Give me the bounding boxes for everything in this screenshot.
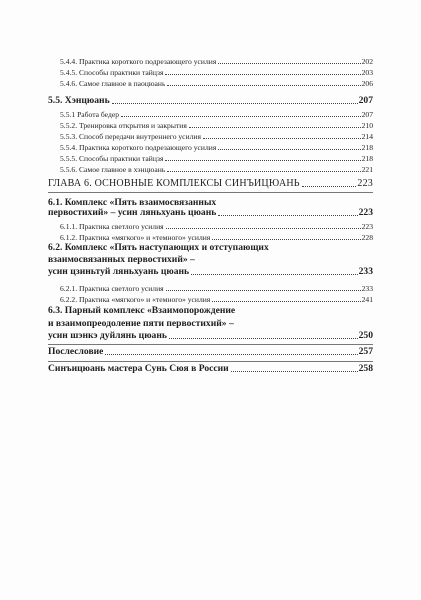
- toc-entry-page: 258: [358, 363, 373, 374]
- toc-entry-page: 218: [361, 143, 373, 152]
- dot-leader: [302, 186, 357, 187]
- toc-entry-6-2-2: [48, 295, 373, 305]
- dot-leader: [167, 171, 360, 172]
- toc-entry-page: 228: [361, 233, 373, 242]
- toc-entry-title: 5.5. Хэнцюань: [48, 95, 110, 106]
- toc-entry-5-4-4: [48, 57, 373, 67]
- toc-entry-page: 203: [361, 68, 373, 77]
- dot-leader: [112, 103, 358, 104]
- toc-entry-page: 206: [361, 79, 373, 88]
- toc-entry-title: 5.5.3. Способ передачи внутреннего усилия: [60, 132, 201, 141]
- toc-entry-page: 221: [361, 165, 373, 174]
- toc-entry-page: 223: [358, 207, 373, 218]
- dot-leader: [212, 301, 360, 302]
- dot-leader: [167, 85, 360, 86]
- dot-leader: [212, 239, 360, 240]
- toc-section-6-2: [48, 266, 373, 278]
- toc-chapter-6: [48, 177, 373, 190]
- toc-section-6-2-line2: взаимосвязанных первостихий» –: [48, 254, 195, 265]
- toc-entry-5-5-6: [48, 165, 373, 175]
- toc-entry-page: 233: [358, 266, 373, 277]
- toc-entry-title: ГЛАВА 6. ОСНОВНЫЕ КОМПЛЕКСЫ СИНЪИЦЮАНЬ: [48, 178, 300, 189]
- toc-entry-title: 5.5.4. Практика короткого подрезающего усилия: [60, 143, 217, 152]
- toc-entry-page: 214: [361, 132, 373, 141]
- toc-entry-title: 5.4.6. Самое главное в паоцюань: [60, 79, 166, 88]
- toc-entry-page: 257: [358, 346, 373, 357]
- divider: [48, 361, 373, 362]
- toc-section-6-1-line1: 6.1. Комплекс «Пять взаимосвязанных: [48, 197, 217, 208]
- toc-entry-5-5-5: [48, 154, 373, 164]
- toc-afterword: [48, 346, 373, 358]
- dot-leader: [191, 274, 357, 275]
- toc-entry-title: усин цзиньтуй ляньхуань цюань: [48, 266, 190, 277]
- toc-entry-page: 250: [358, 330, 373, 341]
- toc-entry-title: 6.1.1. Практика светлого усилия: [60, 222, 164, 231]
- dot-leader: [218, 149, 360, 150]
- toc-section-6-3-line2: и взаимопреодоление пяти первостихий» –: [48, 318, 234, 329]
- toc-entry-5-5-1: [48, 110, 373, 120]
- dot-leader: [218, 63, 360, 64]
- toc-section-6-1: [48, 207, 373, 219]
- dot-leader: [165, 160, 360, 161]
- toc-entry-title: 5.4.5. Способы практики тайцзя: [60, 68, 164, 77]
- dot-leader: [218, 215, 357, 216]
- toc-entry-title: усин шэнкэ дуйлянь цюань: [48, 330, 167, 341]
- toc-entry-russia: [48, 363, 373, 375]
- toc-section-6-3: [48, 330, 373, 342]
- toc-entry-title: 5.4.4. Практика короткого подрезающего усилия: [60, 57, 217, 66]
- toc-section-6-2-line1: 6.2. Комплекс «Пять наступающих и отступающих: [48, 242, 269, 253]
- toc-entry-6-2-1: [48, 284, 373, 294]
- divider: [48, 192, 373, 193]
- toc-section-5-5: [48, 95, 373, 107]
- toc-entry-page: 223: [357, 178, 373, 189]
- dot-leader: [189, 127, 361, 128]
- toc-entry-page: 241: [361, 295, 373, 304]
- toc-entry-page: 223: [361, 222, 373, 231]
- toc-entry-title: первостихий» – усин ляньхуань цюань: [48, 207, 217, 218]
- toc-entry-5-5-3: [48, 132, 373, 142]
- toc-entry-title: 6.2.1. Практика светлого усилия: [60, 284, 164, 293]
- toc-entry-title: 6.1.2. Практика «мягкого» и «темного» усилия: [60, 233, 211, 242]
- dot-leader: [231, 371, 358, 372]
- toc-entry-page: 207: [358, 95, 373, 106]
- toc-entry-5-5-4: [48, 143, 373, 153]
- toc-entry-page: 233: [361, 284, 373, 293]
- dot-leader: [165, 74, 360, 75]
- toc-entry-page: 210: [361, 121, 373, 130]
- toc-entry-title: Послесловие: [48, 346, 104, 357]
- toc-entry-title: 5.5.5. Способы практики тайцзя: [60, 154, 164, 163]
- dot-leader: [203, 138, 361, 139]
- toc-entry-page: 218: [361, 154, 373, 163]
- toc-entry-6-1-1: [48, 222, 373, 232]
- dot-leader: [169, 338, 358, 339]
- toc-entry-title: 6.2.2. Практика «мягкого» и «темного» усилия: [60, 295, 211, 304]
- toc-entry-page: 202: [361, 57, 373, 66]
- dot-leader: [166, 290, 361, 291]
- dot-leader: [121, 116, 361, 117]
- toc-entry-title: Синъицюань мастера Сунь Сюя в России: [48, 363, 229, 374]
- toc-entry-title: 5.5.2. Тренировка открытия и закрытия: [60, 121, 187, 130]
- dot-leader: [166, 228, 361, 229]
- toc-entry-title: 5.5.1 Работа бедер: [60, 110, 119, 119]
- toc-entry-title: 5.5.6. Самое главное в хэнцюань: [60, 165, 166, 174]
- toc-entry-5-5-2: [48, 121, 373, 131]
- dot-leader: [105, 354, 357, 355]
- toc-entry-page: 207: [361, 110, 373, 119]
- toc-section-6-3-line1: 6.3. Парный комплекс «Взаимопорождение: [48, 305, 236, 316]
- toc-entry-5-4-5: [48, 68, 373, 78]
- toc-entry-5-4-6: [48, 79, 373, 89]
- divider: [48, 344, 373, 345]
